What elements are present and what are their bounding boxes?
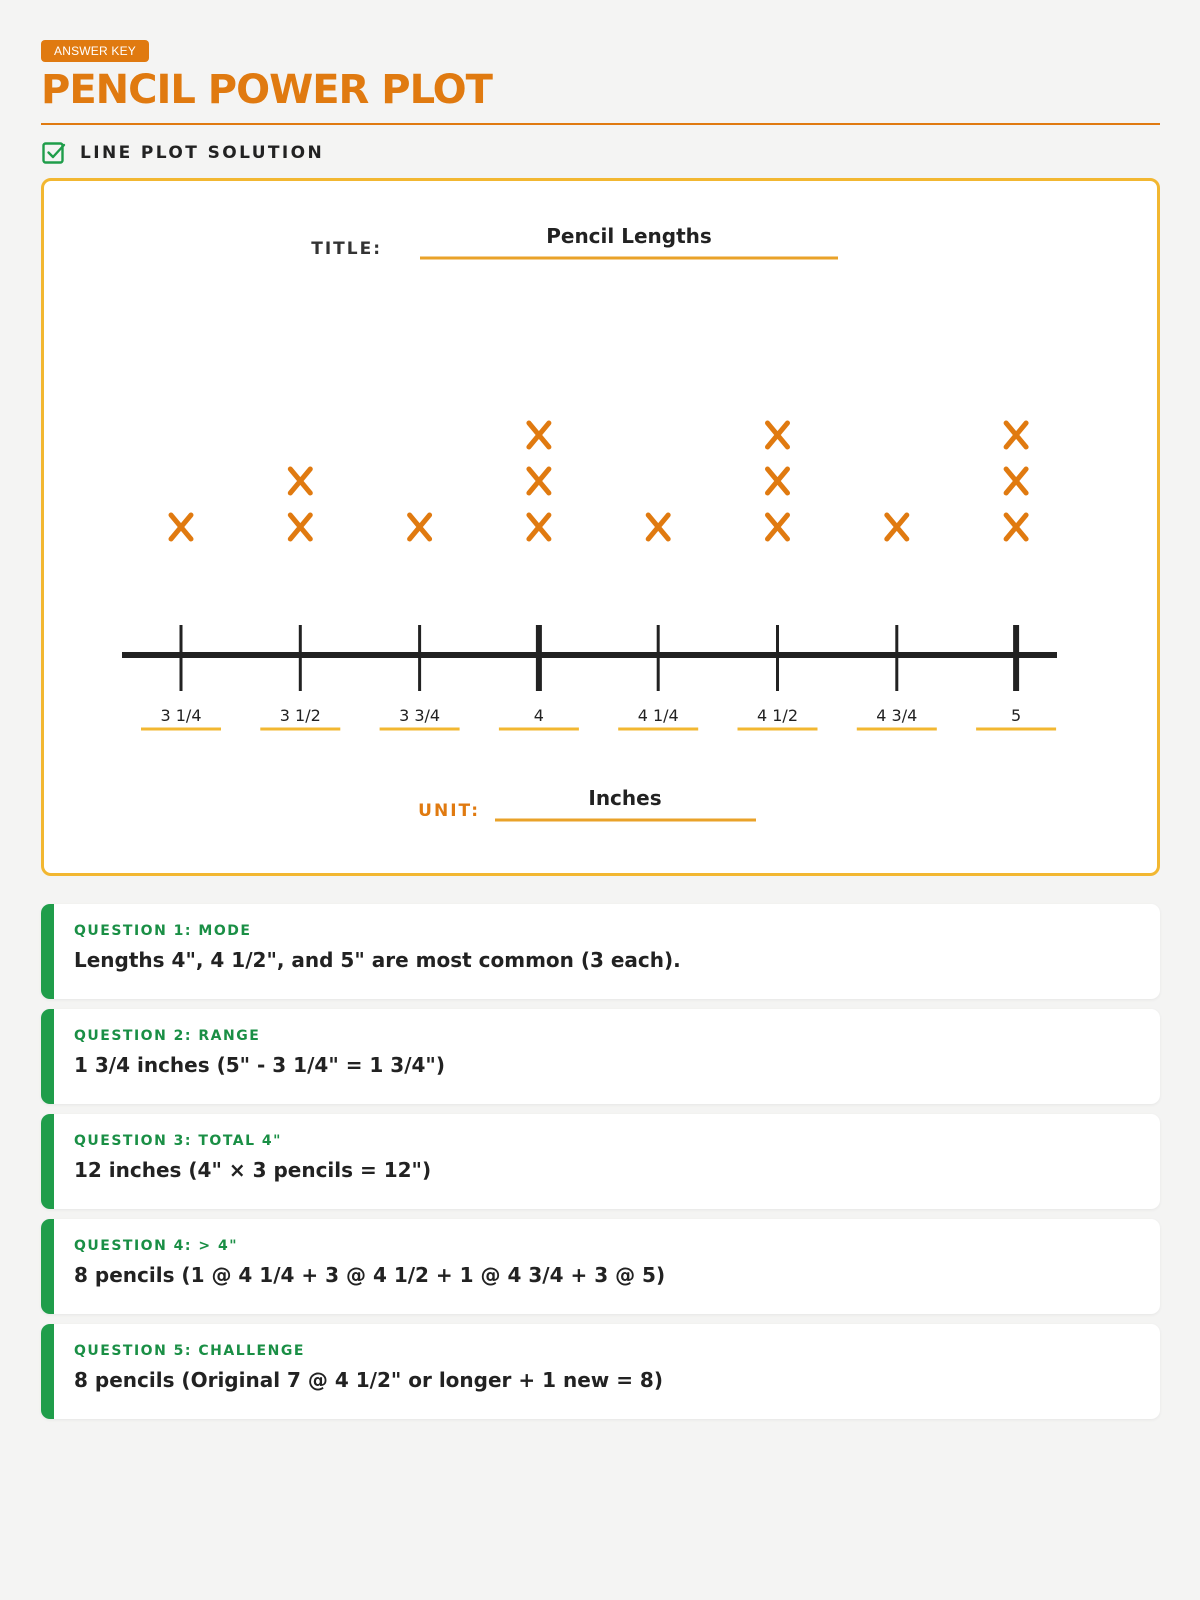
x-mark bbox=[290, 515, 310, 539]
title-label: TITLE: bbox=[311, 239, 382, 259]
x-mark bbox=[1006, 423, 1026, 447]
unit-value: Inches bbox=[588, 786, 662, 810]
answer-card bbox=[41, 1324, 1160, 1419]
answer-text: 1 3/4 inches (5" - 3 1/4" = 1 3/4") bbox=[74, 1053, 445, 1077]
x-mark bbox=[410, 515, 430, 539]
answer-accent-bar bbox=[41, 904, 54, 999]
check-square-icon bbox=[41, 140, 67, 166]
answer-accent-bar bbox=[41, 1219, 54, 1314]
x-mark bbox=[648, 515, 668, 539]
section-label: LINE PLOT SOLUTION bbox=[80, 143, 325, 163]
x-mark bbox=[529, 469, 549, 493]
tick-label: 4 bbox=[533, 706, 544, 725]
line-plot bbox=[44, 181, 1157, 873]
answer-text: 8 pencils (1 @ 4 1/4 + 3 @ 4 1/2 + 1 @ 4 3/4 + 3 @ 5) bbox=[74, 1263, 666, 1287]
answer-card bbox=[41, 1009, 1160, 1104]
question-label: QUESTION 4: > 4" bbox=[74, 1238, 239, 1254]
tick-label: 3 1/4 bbox=[160, 706, 202, 725]
x-mark bbox=[290, 469, 310, 493]
answer-card bbox=[41, 904, 1160, 999]
x-mark bbox=[768, 423, 788, 447]
x-mark bbox=[1006, 469, 1026, 493]
title-divider bbox=[41, 123, 1160, 125]
x-mark bbox=[529, 515, 549, 539]
answers-list bbox=[41, 904, 1160, 1419]
answer-text: Lengths 4", 4 1/2", and 5" are most common (3 each). bbox=[74, 948, 681, 972]
question-label: QUESTION 1: MODE bbox=[74, 923, 252, 939]
x-mark bbox=[768, 469, 788, 493]
section-header bbox=[41, 140, 1160, 166]
answer-accent-bar bbox=[41, 1009, 54, 1104]
answer-accent-bar bbox=[41, 1114, 54, 1209]
worksheet-page bbox=[41, 40, 1160, 1419]
answer-key-badge: ANSWER KEY bbox=[41, 40, 149, 62]
question-label: QUESTION 3: TOTAL 4" bbox=[74, 1133, 282, 1149]
question-label: QUESTION 2: RANGE bbox=[74, 1028, 261, 1044]
tick-label: 3 1/2 bbox=[279, 706, 321, 725]
tick-label: 4 1/4 bbox=[637, 706, 679, 725]
page-title: PENCIL POWER PLOT bbox=[41, 67, 492, 113]
tick-label: 3 3/4 bbox=[399, 706, 441, 725]
title-value: Pencil Lengths bbox=[546, 224, 712, 248]
answer-text: 8 pencils (Original 7 @ 4 1/2" or longer + 1 new = 8) bbox=[74, 1368, 663, 1392]
tick-label: 5 bbox=[1011, 706, 1022, 725]
tick-label: 4 3/4 bbox=[876, 706, 918, 725]
x-mark bbox=[887, 515, 907, 539]
x-mark bbox=[768, 515, 788, 539]
x-mark bbox=[529, 423, 549, 447]
tick-label: 4 1/2 bbox=[756, 706, 799, 725]
plot-marks bbox=[171, 423, 1026, 539]
line-plot-card bbox=[41, 178, 1160, 876]
answer-card bbox=[41, 1219, 1160, 1314]
unit-label: UNIT: bbox=[418, 801, 480, 821]
answer-text: 12 inches (4" × 3 pencils = 12") bbox=[74, 1158, 432, 1182]
x-mark bbox=[171, 515, 191, 539]
number-line-ticks bbox=[141, 625, 1056, 729]
answer-accent-bar bbox=[41, 1324, 54, 1419]
question-label: QUESTION 5: CHALLENGE bbox=[74, 1343, 305, 1359]
x-mark bbox=[1006, 515, 1026, 539]
answer-card bbox=[41, 1114, 1160, 1209]
